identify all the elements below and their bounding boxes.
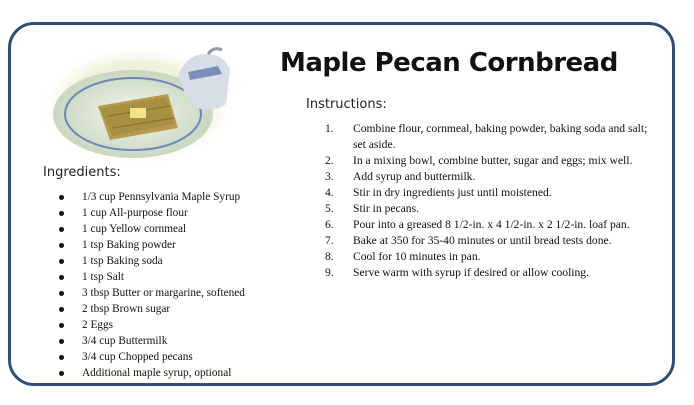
ingredient-text: 2 Eggs bbox=[82, 319, 114, 331]
step-number: 9. bbox=[325, 265, 334, 279]
ingredient-item bbox=[56, 205, 245, 221]
instruction-step bbox=[325, 169, 655, 185]
bullet-icon bbox=[59, 275, 64, 280]
bullet-icon bbox=[59, 243, 64, 248]
ingredient-item bbox=[56, 365, 245, 381]
step-text: Cool for 10 minutes in pan. bbox=[353, 249, 481, 263]
ingredient-text: 1 tsp Baking soda bbox=[82, 255, 163, 267]
step-text: Stir in pecans. bbox=[353, 201, 420, 215]
ingredient-item bbox=[56, 317, 245, 333]
ingredient-item bbox=[56, 301, 245, 317]
step-number: 6. bbox=[325, 217, 334, 231]
bullet-icon bbox=[59, 371, 64, 376]
ingredient-text: 1/3 cup Pennsylvania Maple Syrup bbox=[82, 191, 241, 203]
instruction-step bbox=[325, 121, 655, 152]
ingredient-text: 1 tsp Baking powder bbox=[82, 239, 176, 251]
ingredient-text: 1 tsp Salt bbox=[82, 271, 125, 283]
step-number: 2. bbox=[325, 153, 334, 167]
step-number: 8. bbox=[325, 249, 334, 263]
ingredient-item bbox=[56, 189, 245, 205]
instruction-step bbox=[325, 201, 655, 217]
step-text: Pour into a greased 8 1/2-in. x 4 1/2-in. x 2 1/2-in. loaf pan. bbox=[353, 217, 630, 231]
cornbread-photo bbox=[38, 36, 238, 166]
instruction-step bbox=[325, 153, 655, 169]
ingredient-text: 2 tbsp Brown sugar bbox=[82, 303, 171, 315]
bullet-icon bbox=[59, 259, 64, 264]
ingredient-item bbox=[56, 269, 245, 285]
bullet-icon bbox=[59, 307, 64, 312]
ingredient-item bbox=[56, 333, 245, 349]
bullet-icon bbox=[59, 227, 64, 232]
step-text: In a mixing bowl, combine butter, sugar and eggs; mix well. bbox=[353, 153, 633, 167]
bullet-icon bbox=[59, 339, 64, 344]
step-text: Serve warm with syrup if desired or allow cooling. bbox=[353, 265, 590, 279]
step-text: Add syrup and buttermilk. bbox=[353, 169, 476, 183]
ingredient-text: Additional maple syrup, optional bbox=[82, 367, 232, 379]
step-number: 3. bbox=[325, 169, 334, 183]
recipe-title: Maple Pecan Cornbread bbox=[280, 48, 618, 78]
ingredient-item bbox=[56, 285, 245, 301]
ingredient-text: 1 cup Yellow cornmeal bbox=[82, 223, 187, 235]
step-text: Combine flour, cornmeal, baking powder, baking soda and salt; set aside. bbox=[353, 122, 648, 151]
ingredient-text: 3/4 cup Chopped pecans bbox=[82, 351, 193, 363]
instructions-heading: Instructions: bbox=[306, 97, 387, 112]
step-text: Stir in dry ingredients just until moistened. bbox=[353, 185, 552, 199]
instruction-step bbox=[325, 265, 655, 281]
ingredient-item bbox=[56, 253, 245, 269]
instruction-step bbox=[325, 249, 655, 265]
instruction-step bbox=[325, 217, 655, 233]
step-number: 4. bbox=[325, 185, 334, 199]
ingredients-heading: Ingredients: bbox=[43, 165, 121, 180]
ingredient-text: 3 tbsp Butter or margarine, softened bbox=[82, 287, 245, 299]
step-text: Bake at 350 for 35-40 minutes or until bread tests done. bbox=[353, 233, 612, 247]
ingredient-item bbox=[56, 349, 245, 365]
bullet-icon bbox=[59, 291, 64, 296]
step-number: 7. bbox=[325, 233, 334, 247]
instruction-step bbox=[325, 233, 655, 249]
bullet-icon bbox=[59, 195, 64, 200]
ingredient-text: 3/4 cup Buttermilk bbox=[82, 335, 168, 347]
bullet-icon bbox=[59, 323, 64, 328]
bullet-icon bbox=[59, 211, 64, 216]
ingredient-item bbox=[56, 237, 245, 253]
ingredient-item bbox=[56, 221, 245, 237]
ingredients-list bbox=[56, 189, 245, 381]
step-number: 5. bbox=[325, 201, 334, 215]
instructions-list bbox=[325, 121, 655, 281]
bullet-icon bbox=[59, 355, 64, 360]
instruction-step bbox=[325, 185, 655, 201]
ingredient-text: 1 cup All-purpose flour bbox=[82, 207, 188, 219]
step-number: 1. bbox=[325, 122, 334, 135]
